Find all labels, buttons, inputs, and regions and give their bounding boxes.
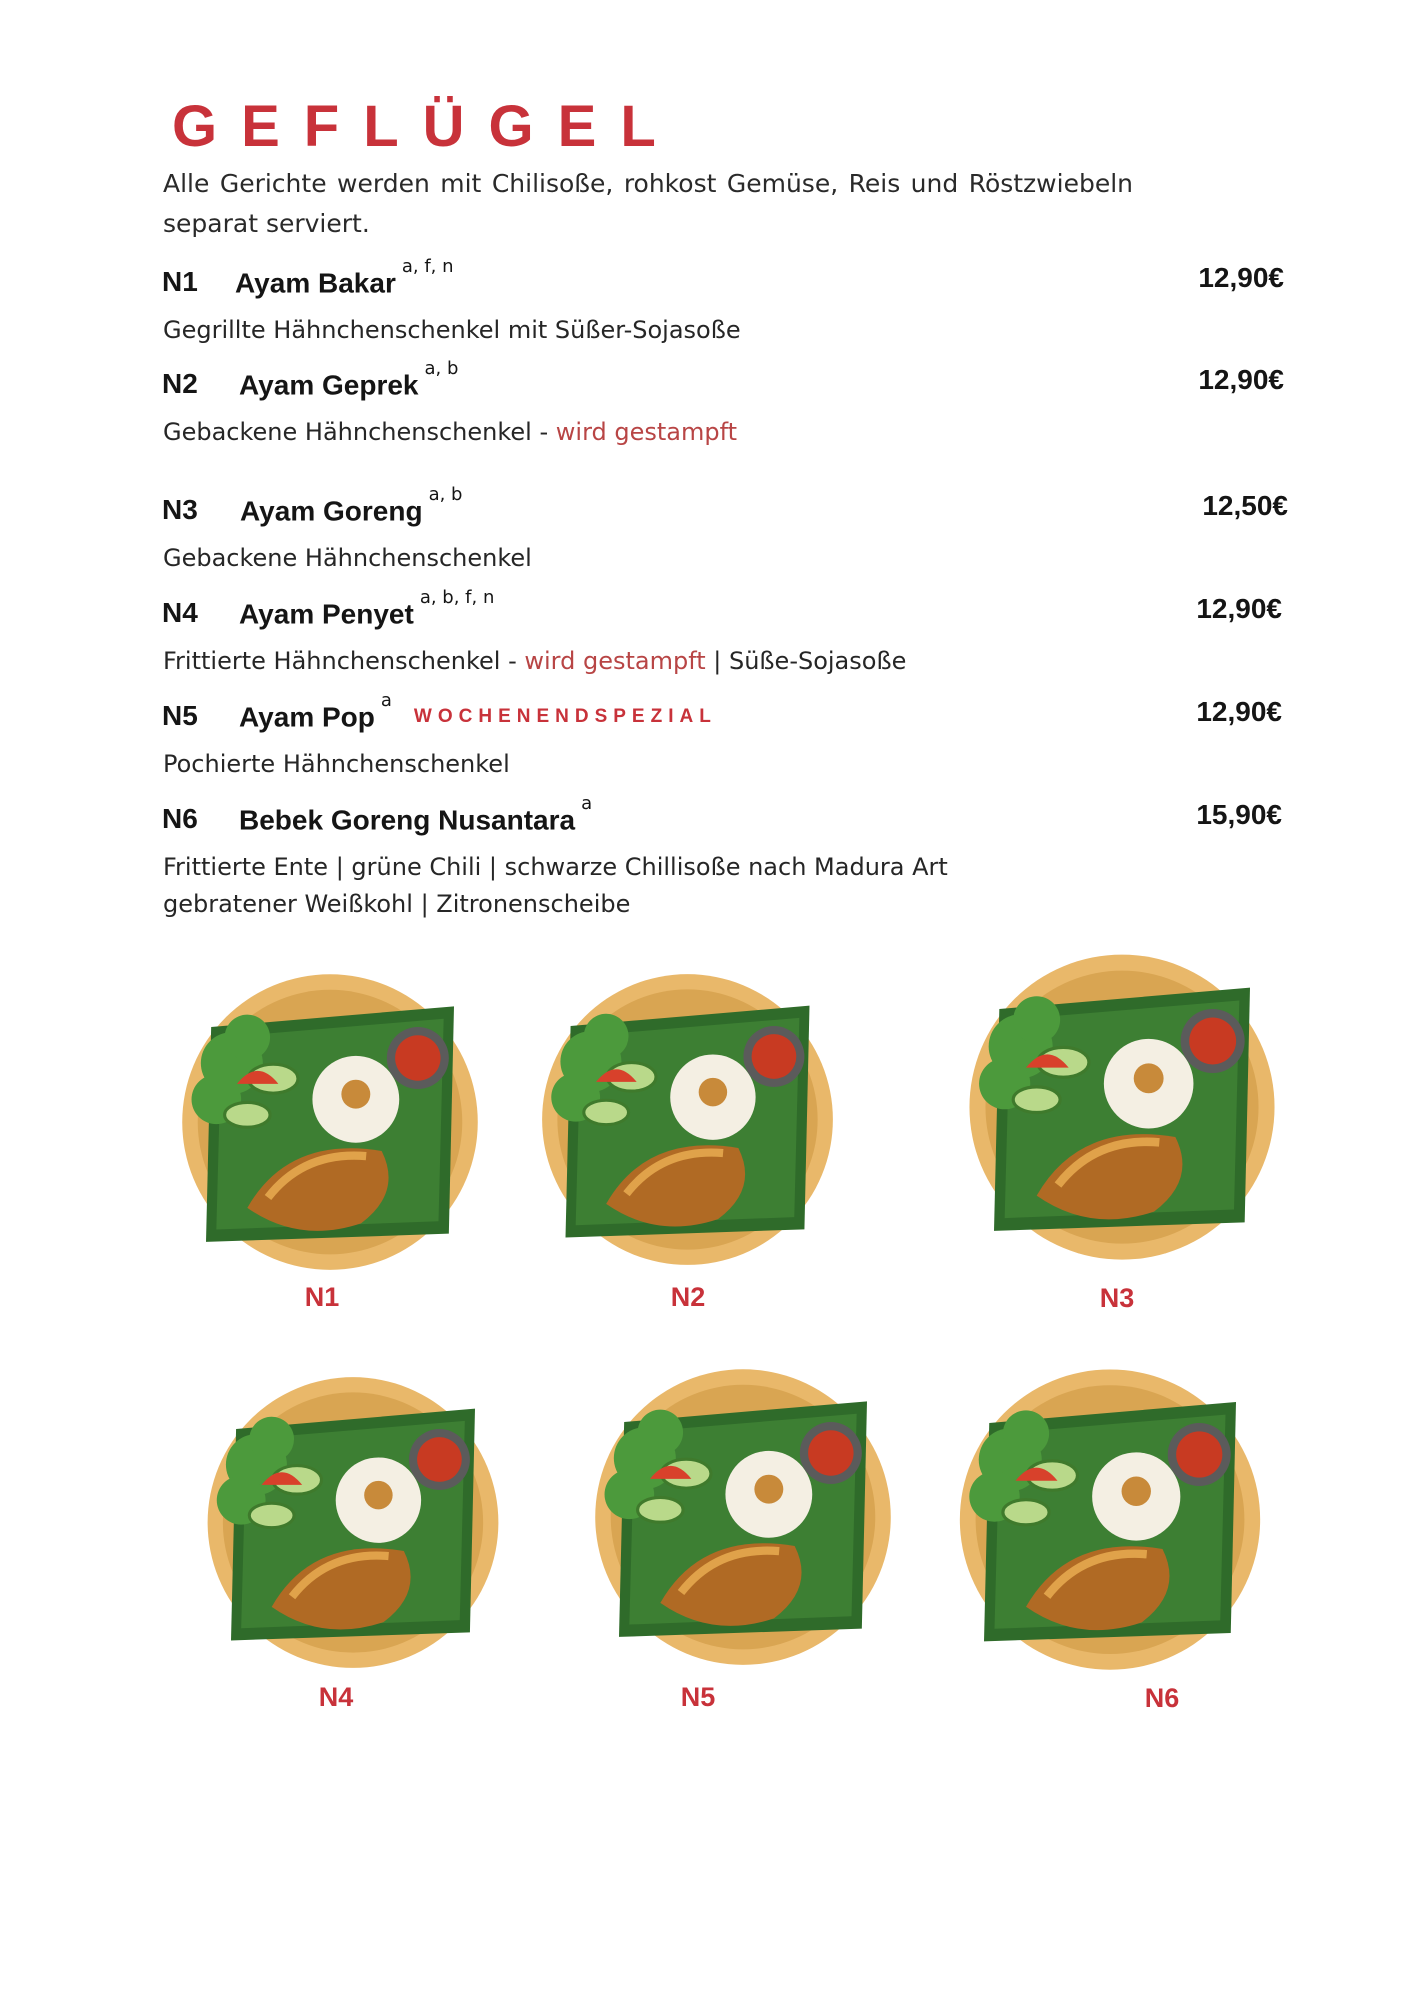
photo-label-n2: N2	[670, 1282, 706, 1312]
dish-image	[165, 965, 495, 1275]
item-name: Ayam Pop$^a$WOCHENENDSPEZIAL	[239, 690, 717, 733]
weekend-special-badge: WOCHENENDSPEZIAL	[413, 706, 717, 728]
allergen-codes: a, b	[424, 358, 459, 379]
photo-label-n4: N4	[318, 1682, 354, 1712]
dish-photo-n6	[945, 1360, 1275, 1675]
stamped-note: wird gestampft	[524, 647, 706, 675]
item-price: 12,90€	[1196, 593, 1282, 624]
item-code: N3	[162, 494, 198, 525]
item-code: N4	[162, 597, 198, 628]
dish-photo-n5	[578, 1360, 908, 1670]
item-price: 12,50€	[1202, 490, 1288, 521]
dish-photo-n1	[165, 965, 495, 1275]
item-description: Frittierte Ente | grüne Chili | schwarze Chillisoße nach Madura Art gebratener Weißkohl | Zitronenscheibe	[163, 853, 948, 918]
item-description: Gegrillte Hähnchenschenkel mit Süßer-Sojasoße	[163, 316, 741, 344]
allergen-codes: a	[581, 793, 593, 814]
dish-image	[945, 1360, 1275, 1675]
photo-label-n3: N3	[1099, 1283, 1135, 1313]
allergen-codes: a, f, n	[401, 256, 454, 277]
dish-image	[188, 1368, 518, 1673]
item-price: 15,90€	[1196, 799, 1282, 830]
item-name: Ayam Penyet$^{a, b, f, n}$	[239, 587, 495, 630]
intro-text: Alle Gerichte werden mit Chilisoße, rohkost Gemüse, Reis und Röstzwiebeln separat serviert.	[163, 169, 1133, 238]
dish-photo-n4	[188, 1368, 518, 1673]
item-description: Frittierte Hähnchenschenkel - wird gestampft | Süße-Sojasoße	[163, 647, 907, 675]
item-description: Gebackene Hähnchenschenkel - wird gestampft	[163, 418, 738, 446]
item-name: Bebek Goreng Nusantara$^a$	[239, 793, 593, 836]
item-price: 12,90€	[1198, 262, 1284, 293]
photo-label-n6: N6	[1144, 1683, 1180, 1713]
allergen-codes: a, b, f, n	[419, 587, 495, 608]
dish-photo-n3	[962, 940, 1282, 1270]
allergen-codes: a, b	[428, 484, 463, 505]
page-title: GEFLÜGEL	[172, 94, 680, 159]
item-description: Pochierte Hähnchenschenkel	[163, 750, 510, 778]
item-name: Ayam Geprek$^{a, b}$	[239, 358, 459, 401]
item-code: N1	[162, 266, 198, 297]
allergen-codes: a	[380, 690, 392, 711]
item-price: 12,90€	[1198, 364, 1284, 395]
item-price: 12,90€	[1196, 696, 1282, 727]
item-code: N6	[162, 803, 198, 834]
dish-image	[962, 940, 1282, 1270]
photo-label-n5: N5	[680, 1682, 716, 1712]
item-name: Ayam Goreng$^{a, b}$	[240, 484, 463, 527]
item-name: Ayam Bakar$^{a, f, n}$	[235, 256, 454, 299]
item-description: Gebackene Hähnchenschenkel	[163, 544, 532, 572]
stamped-note: wird gestampft	[555, 418, 738, 446]
photo-label-n1: N1	[304, 1282, 340, 1312]
dish-image	[515, 965, 860, 1270]
dish-image	[578, 1360, 908, 1670]
item-code: N2	[162, 368, 198, 399]
item-code: N5	[162, 700, 198, 731]
dish-photo-n2	[515, 965, 860, 1270]
